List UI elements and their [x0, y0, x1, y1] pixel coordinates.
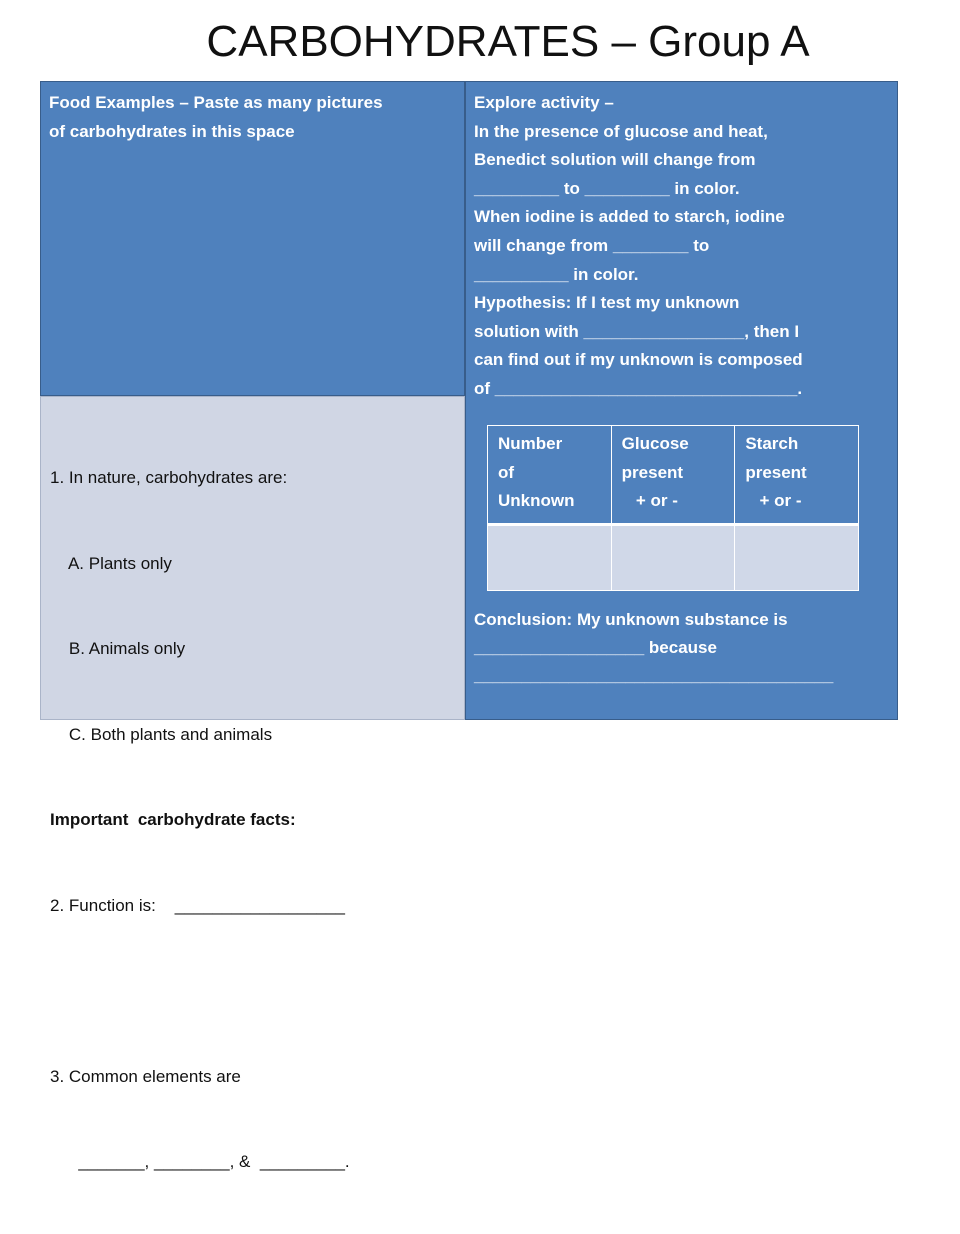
- question-1: 1. In nature, carbohydrates are:: [50, 468, 288, 487]
- header-starch-present: [735, 426, 859, 525]
- header-number-of-unknown: [488, 426, 612, 525]
- page-title: CARBOHYDRATES – Group A: [206, 17, 810, 66]
- results-table: [487, 425, 859, 591]
- header-line: + or -: [745, 491, 802, 510]
- header-line: Unknown: [498, 491, 575, 510]
- header-line: Number: [498, 434, 563, 453]
- table-row: [488, 525, 859, 591]
- text-line: __________________ because: [474, 638, 717, 657]
- header-line: of: [498, 462, 515, 482]
- text-line: Food Examples – Paste as many pictures: [49, 93, 383, 112]
- header-line: Starch: [745, 434, 799, 453]
- header-line: + or -: [621, 491, 678, 510]
- common-elements-blanks: _______, ________, & _________.: [50, 1152, 350, 1171]
- important-facts-label: Important carbohydrate facts:: [50, 810, 296, 829]
- option-a: A. Plants only: [50, 553, 172, 573]
- common-elements-line: 3. Common elements are: [50, 1066, 241, 1086]
- explore-activity-panel: [465, 81, 898, 720]
- text-line: Benedict solution will change from: [474, 150, 756, 170]
- option-c: C. Both plants and animals: [50, 724, 273, 744]
- explore-activity-text: [474, 89, 803, 404]
- header-glucose-present: [611, 426, 735, 525]
- carbohydrate-facts-panel: [40, 396, 465, 1171]
- text-line: of carbohydrates in this space: [49, 121, 295, 141]
- text-line: can find out if my unknown is composed: [474, 350, 803, 370]
- text-line: Explore activity –: [474, 93, 614, 112]
- table-header-row: [488, 426, 859, 525]
- food-examples-text: [49, 89, 383, 146]
- cell-number-of-unknown[interactable]: [488, 525, 612, 591]
- cell-glucose-present[interactable]: [611, 525, 735, 591]
- text-line: When iodine is added to starch, iodine: [474, 207, 785, 227]
- text-line: will change from ________ to: [474, 235, 710, 255]
- header-line: Glucose: [621, 434, 689, 453]
- blank-line: [50, 977, 350, 1006]
- header-line: present: [745, 462, 807, 482]
- text-line: of ________________________________.: [474, 378, 803, 398]
- conclusion-text: [474, 606, 833, 690]
- header-line: present: [621, 462, 684, 482]
- cell-starch-present[interactable]: [735, 525, 859, 591]
- facts-text: [50, 407, 350, 1234]
- text-line: ______________________________________: [474, 666, 834, 685]
- text-line: _________ to _________ in color.: [474, 178, 740, 198]
- text-line: Conclusion: My unknown substance is: [474, 610, 788, 629]
- food-examples-panel[interactable]: [40, 81, 465, 396]
- option-b: B. Animals only: [50, 639, 186, 658]
- function-line: 2. Function is: __________________: [50, 895, 345, 915]
- text-line: __________ in color.: [474, 264, 639, 284]
- text-line: Hypothesis: If I test my unknown: [474, 293, 740, 313]
- text-line: In the presence of glucose and heat,: [474, 121, 768, 141]
- text-line: solution with _________________, then I: [474, 321, 800, 341]
